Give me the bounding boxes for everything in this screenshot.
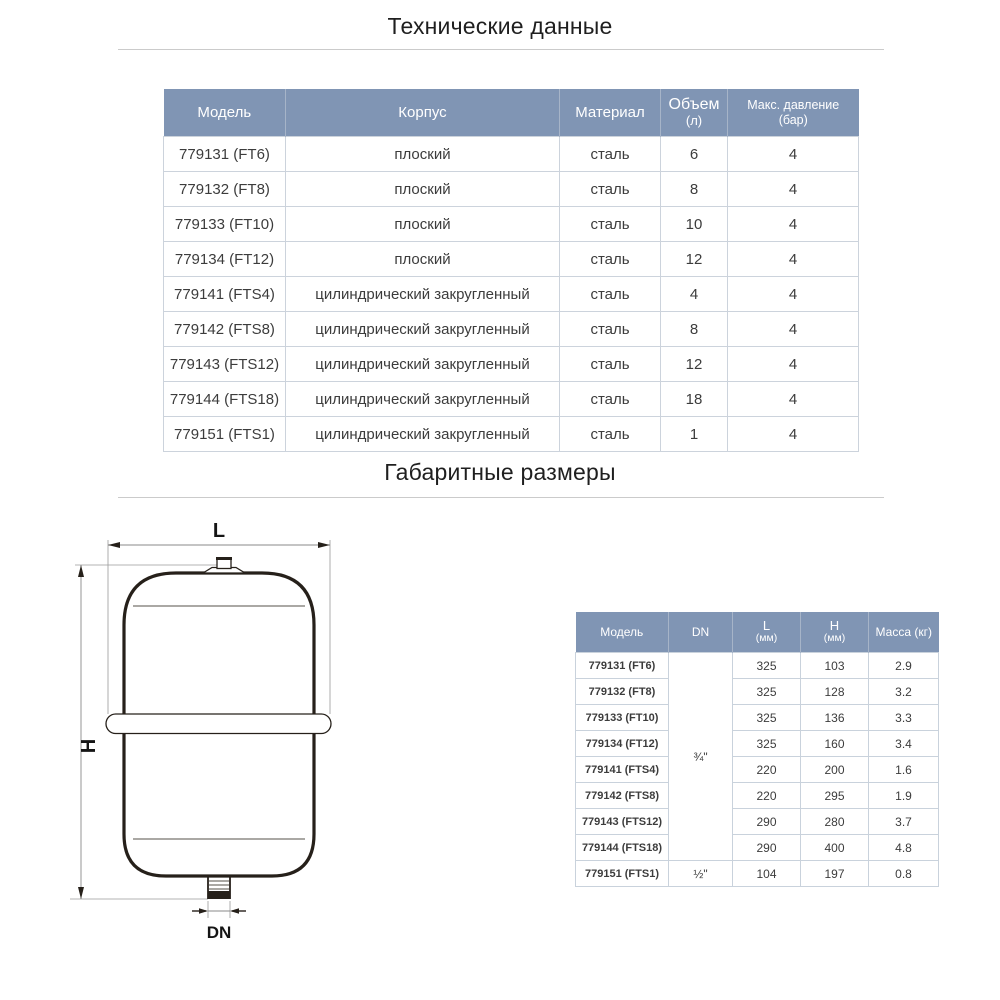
dim-header-l-line2: (мм) xyxy=(755,632,778,645)
cell-model: 779134 (FT12) xyxy=(164,242,286,277)
cell-model: 779133 (FT10) xyxy=(164,207,286,242)
cell-pressure: 4 xyxy=(728,172,859,207)
cell-material: сталь xyxy=(560,347,661,382)
cell-material: сталь xyxy=(560,312,661,347)
cell-pressure: 4 xyxy=(728,347,859,382)
divider-technical xyxy=(118,49,884,50)
cell-h: 280 xyxy=(801,809,869,835)
cell-body: плоский xyxy=(286,242,560,277)
cell-body: цилиндрический закругленный xyxy=(286,417,560,452)
cell-model: 779142 (FTS8) xyxy=(164,312,286,347)
cell-mass: 3.2 xyxy=(869,679,939,705)
cell-h: 400 xyxy=(801,835,869,861)
tech-header-body xyxy=(286,89,560,137)
cell-l: 325 xyxy=(733,679,801,705)
dim-header-l xyxy=(733,612,801,653)
tech-header-volume-line1: Объем xyxy=(668,95,720,113)
cell-material: сталь xyxy=(560,242,661,277)
cell-h: 295 xyxy=(801,783,869,809)
divider-dimensions xyxy=(118,497,884,498)
cell-body: цилиндрический закругленный xyxy=(286,277,560,312)
cell-material: сталь xyxy=(560,207,661,242)
cell-model: 779141 (FTS4) xyxy=(576,757,669,783)
cell-model: 779131 (FT6) xyxy=(164,137,286,172)
cell-volume: 4 xyxy=(661,277,728,312)
cell-pressure: 4 xyxy=(728,417,859,452)
h-dimension-label: H xyxy=(78,738,100,754)
cell-mass: 0.8 xyxy=(869,861,939,887)
cell-pressure: 4 xyxy=(728,277,859,312)
tech-header-pressure-line1: Макс. давление xyxy=(747,97,840,112)
dim-header-model-label: Модель xyxy=(600,625,644,639)
section-title-dimensions: Габаритные размеры xyxy=(384,459,616,485)
cell-mass: 3.3 xyxy=(869,705,939,731)
cell-l: 220 xyxy=(733,783,801,809)
table-row xyxy=(164,312,859,347)
table-row xyxy=(164,137,859,172)
cell-material: сталь xyxy=(560,417,661,452)
cell-material: сталь xyxy=(560,277,661,312)
cell-material: сталь xyxy=(560,137,661,172)
cell-body: цилиндрический закругленный xyxy=(286,347,560,382)
cell-dn-shared: ¾" xyxy=(669,653,733,861)
dn-dimension xyxy=(192,901,246,942)
cell-l: 104 xyxy=(733,861,801,887)
dim-header-dn-label: DN xyxy=(691,625,710,639)
cell-body: плоский xyxy=(286,207,560,242)
cell-model: 779141 (FTS4) xyxy=(164,277,286,312)
table-row xyxy=(576,861,939,887)
cell-model: 779143 (FTS12) xyxy=(576,809,669,835)
table-row xyxy=(164,207,859,242)
table-row xyxy=(164,347,859,382)
tech-header-pressure xyxy=(728,89,859,137)
cell-h: 197 xyxy=(801,861,869,887)
cell-mass: 2.9 xyxy=(869,653,939,679)
tech-header-material xyxy=(560,89,661,137)
cell-dn: ½" xyxy=(669,861,733,887)
table-row xyxy=(164,242,859,277)
l-dimension xyxy=(108,520,330,714)
table-row xyxy=(164,382,859,417)
cell-volume: 8 xyxy=(661,172,728,207)
cell-l: 220 xyxy=(733,757,801,783)
l-dimension-label: L xyxy=(212,520,226,542)
dim-header-row xyxy=(576,612,939,653)
tech-header-model xyxy=(164,89,286,137)
table-row xyxy=(164,417,859,452)
tech-header-body-label: Корпус xyxy=(398,104,447,121)
cell-model: 779151 (FTS1) xyxy=(576,861,669,887)
cell-h: 128 xyxy=(801,679,869,705)
cell-model: 779143 (FTS12) xyxy=(164,347,286,382)
cell-material: сталь xyxy=(560,382,661,417)
dim-header-h-line1: H xyxy=(829,618,840,634)
table-row xyxy=(576,835,939,861)
cell-volume: 8 xyxy=(661,312,728,347)
cell-model: 779142 (FTS8) xyxy=(576,783,669,809)
cell-mass: 3.4 xyxy=(869,731,939,757)
dn-dimension-label: DN xyxy=(206,923,232,942)
dim-header-h xyxy=(801,612,869,653)
cell-l: 325 xyxy=(733,731,801,757)
cell-model: 779131 (FT6) xyxy=(576,653,669,679)
tank-dimension-drawing xyxy=(55,515,375,975)
cell-l: 325 xyxy=(733,653,801,679)
cell-volume: 18 xyxy=(661,382,728,417)
table-row xyxy=(576,705,939,731)
table-row xyxy=(576,679,939,705)
cell-h: 136 xyxy=(801,705,869,731)
cell-pressure: 4 xyxy=(728,382,859,417)
cell-model: 779132 (FT8) xyxy=(576,679,669,705)
table-row xyxy=(576,783,939,809)
cell-body: плоский xyxy=(286,137,560,172)
cell-l: 290 xyxy=(733,809,801,835)
cell-mass: 4.8 xyxy=(869,835,939,861)
technical-data-table xyxy=(163,89,859,452)
cell-h: 200 xyxy=(801,757,869,783)
mounting-ring xyxy=(106,714,331,734)
cell-mass: 1.6 xyxy=(869,757,939,783)
cell-model: 779144 (FTS18) xyxy=(576,835,669,861)
table-row xyxy=(576,809,939,835)
cell-model: 779151 (FTS1) xyxy=(164,417,286,452)
dim-header-mass-label: Масса (кг) xyxy=(875,625,932,639)
cell-material: сталь xyxy=(560,172,661,207)
tech-header-volume-line2: (л) xyxy=(685,113,703,129)
cell-pressure: 4 xyxy=(728,207,859,242)
cell-model: 779133 (FT10) xyxy=(576,705,669,731)
cell-body: плоский xyxy=(286,172,560,207)
cell-volume: 6 xyxy=(661,137,728,172)
tech-header-pressure-line2: (бар) xyxy=(778,112,808,127)
dim-header-dn xyxy=(669,612,733,653)
cell-l: 290 xyxy=(733,835,801,861)
cell-body: цилиндрический закругленный xyxy=(286,382,560,417)
cell-h: 160 xyxy=(801,731,869,757)
top-valve xyxy=(203,559,245,574)
dim-header-h-line2: (мм) xyxy=(823,632,846,645)
table-row xyxy=(576,653,939,679)
dim-header-l-line1: L xyxy=(762,618,771,634)
dimensions-table xyxy=(575,612,939,887)
table-row xyxy=(576,757,939,783)
tech-header-model-label: Модель xyxy=(197,104,252,121)
cell-volume: 10 xyxy=(661,207,728,242)
cell-pressure: 4 xyxy=(728,312,859,347)
section-title-technical: Технические данные xyxy=(387,13,613,39)
cell-volume: 12 xyxy=(661,242,728,277)
tech-header-row xyxy=(164,89,859,137)
cell-model: 779144 (FTS18) xyxy=(164,382,286,417)
cell-pressure: 4 xyxy=(728,137,859,172)
cell-mass: 3.7 xyxy=(869,809,939,835)
cell-pressure: 4 xyxy=(728,242,859,277)
cell-h: 103 xyxy=(801,653,869,679)
cell-model: 779132 (FT8) xyxy=(164,172,286,207)
cell-l: 325 xyxy=(733,705,801,731)
cell-mass: 1.9 xyxy=(869,783,939,809)
cell-model: 779134 (FT12) xyxy=(576,731,669,757)
tech-header-material-label: Материал xyxy=(575,104,645,121)
cell-volume: 1 xyxy=(661,417,728,452)
table-row xyxy=(576,731,939,757)
dim-header-model xyxy=(576,612,669,653)
tech-header-volume xyxy=(661,89,728,137)
dim-header-mass xyxy=(869,612,939,653)
table-row xyxy=(164,277,859,312)
cell-volume: 12 xyxy=(661,347,728,382)
table-row xyxy=(164,172,859,207)
bottom-connector xyxy=(208,876,230,899)
cell-body: цилиндрический закругленный xyxy=(286,312,560,347)
